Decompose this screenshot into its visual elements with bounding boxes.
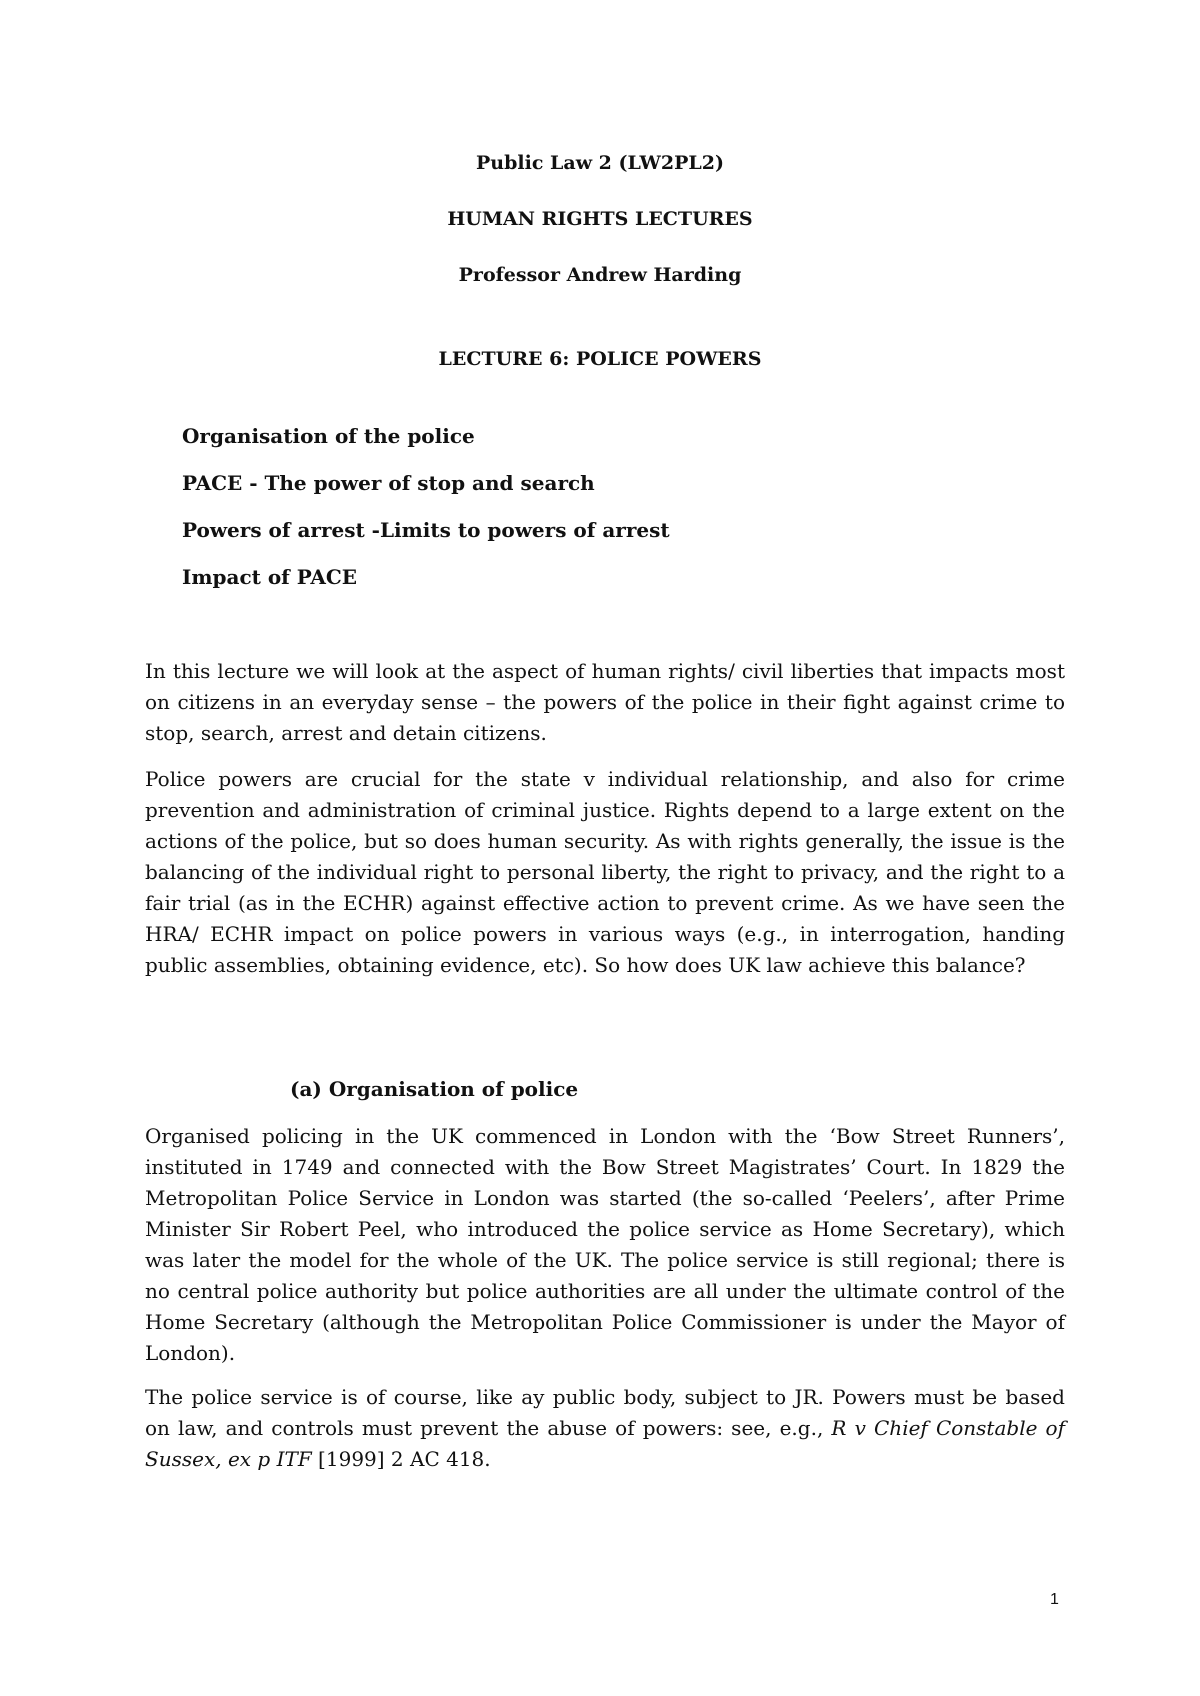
outline-item: Powers of arrest -Limits to powers of arrest: [182, 518, 670, 542]
section-a-text-2: [145, 1382, 1065, 1475]
page-number: 1: [1050, 1591, 1059, 1608]
intro-text-1: In this lecture we will look at the aspect of human rights/ civil liberties that impacts most on citizens in an everyday sense – the powers of the police in their fight against crime to stop, search, arrest and detain citizens.: [145, 659, 1065, 745]
section-a-paragraph-2: [145, 1382, 1065, 1475]
lecture-title: LECTURE 6: POLICE POWERS: [438, 348, 762, 370]
section-a-paragraph-1: [145, 1121, 1065, 1369]
outline-item: PACE - The power of stop and search: [182, 471, 595, 495]
intro-paragraph-1: [145, 656, 1065, 749]
lecturer-name: Professor Andrew Harding: [458, 264, 742, 286]
case-reference: [1999] 2 AC 418.: [311, 1447, 491, 1471]
lecture-series: HUMAN RIGHTS LECTURES: [447, 208, 753, 230]
intro-paragraph-2: [145, 764, 1065, 981]
section-a-text-1: Organised policing in the UK commenced in London with the ‘Bow Street Runners’, instituted in 1749 and connected with the Bow Street Magistrates’ Court. In 1829 the Metropolitan Police Service in London was started (the so-called ‘Peelers’, after Prime Minister Sir Robert Peel, who introduced the police service as Home Secretary), which was later the model for the whole of the UK. The police service is still regional; there is no central police authority but police authorities are all under the ultimate control of the Home Secretary (although the Metropolitan Police Commissioner is under the Mayor of London).: [145, 1124, 1065, 1365]
outline-item: Organisation of the police: [182, 424, 475, 448]
jr-text: The police service is of course, like ay public body, subject to JR. Powers must be based on law, and controls must prevent the abuse of powers: see, e.g.,: [145, 1385, 1065, 1440]
outline-item: Impact of PACE: [182, 565, 358, 589]
intro-text-2: Police powers are crucial for the state v individual relationship, and also for crime prevention and administration of criminal justice. Rights depend to a large extent on the actions of the police, but so does human security. As with rights generally, the issue is the balancing of the individual right to personal liberty, the right to privacy, and the right to a fair trial (as in the ECHR) against effective action to prevent crime. As we have seen the HRA/ ECHR impact on police powers in various ways (e.g., in interrogation, handing public assemblies, obtaining evidence, etc). So how does UK law achieve this balance?: [145, 767, 1065, 977]
case-citation: R v Chief Constable of Sussex, ex p ITF: [145, 1416, 1065, 1471]
course-title: Public Law 2 (LW2PL2): [476, 152, 724, 174]
section-heading-a: (a) Organisation of police: [290, 1077, 579, 1101]
